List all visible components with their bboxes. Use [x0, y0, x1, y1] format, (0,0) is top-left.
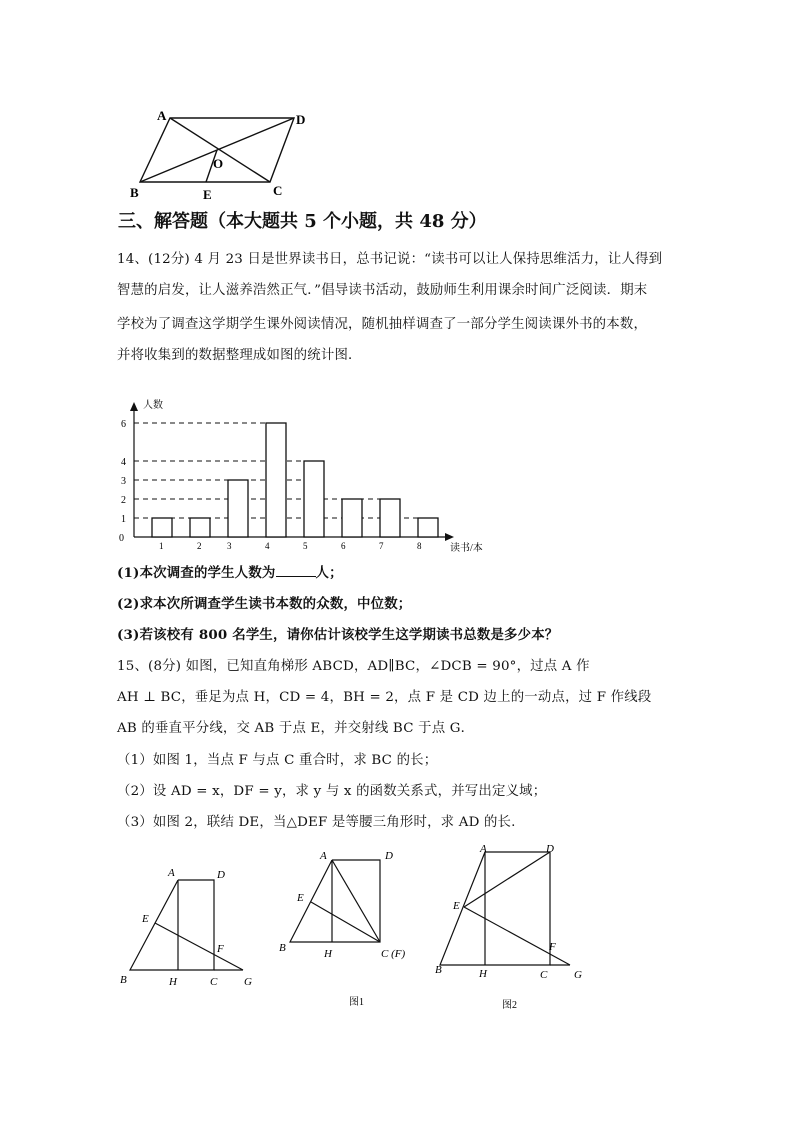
label-e: E: [203, 187, 212, 202]
q15-line-1: 15、(8分) 如图，已知直角梯形 ABCD，AD∥BC，∠DCB = 90°，过点 A 作: [117, 659, 590, 674]
trapezoid-figure-2: [430, 840, 590, 1020]
q14-sub1-text: (1)本次调查的学生人数为: [117, 565, 276, 581]
fig2-label-f: F: [549, 941, 556, 953]
x-tick-label: 8: [417, 541, 422, 551]
y-tick-label: 3: [121, 476, 126, 487]
fig0-label-d: D: [217, 869, 225, 881]
q15-line-2: AH ⊥ BC，垂足为点 H，CD = 4，BH = 2，点 F 是 CD 边上的一动点，过 F 作线段: [117, 690, 652, 705]
q14-sub2: (2)求本次所调查学生读书本数的众数，中位数；: [117, 596, 412, 612]
trapezoid-figure-1: [275, 845, 425, 1015]
fig2-segment-de: [464, 852, 550, 907]
fig0-label-h: H: [169, 976, 177, 988]
parallelogram-figure: [120, 106, 320, 202]
fig1-label-b: B: [279, 942, 286, 954]
fig1-label-h: H: [324, 948, 332, 960]
fig1-label-c: C (F): [381, 948, 406, 960]
diagonal-ac: [170, 118, 270, 182]
bar: [418, 518, 438, 537]
q14-line-3: 学校为了调查这学期学生课外阅读情况，随机抽样调查了一部分学生阅读课外书的本数，: [117, 317, 648, 332]
fig2-label-h: H: [479, 968, 487, 980]
fig0-label-g: G: [244, 976, 252, 988]
q15-line-4: （1）如图 1，当点 F 与点 C 重合时，求 BC 的长；: [117, 753, 438, 768]
bar: [304, 461, 324, 537]
x-tick-label: 7: [379, 541, 384, 551]
x-tick-label: 1: [159, 541, 164, 551]
y-tick-label: 6: [121, 419, 126, 430]
q14-line-4: 并将收集到的数据整理成如图的统计图．: [117, 348, 362, 363]
bar-chart: [112, 372, 502, 552]
answer-blank: [276, 564, 316, 577]
q14-sub1: [117, 562, 343, 581]
q15-line-6: （3）如图 2，联结 DE，当△DEF 是等腰三角形时，求 AD 的长.: [117, 815, 516, 830]
fig0-label-f: F: [217, 943, 224, 955]
q14-line-1: 14、(12分) 4 月 23 日是世界读书日，总书记说：“读书可以让人保持思维活力，让人得到: [117, 252, 663, 267]
x-tick-label: 4: [265, 541, 270, 551]
bar: [190, 518, 210, 537]
label-d: D: [296, 112, 306, 127]
q14-sub3: (3)若该校有 800 名学生，请你估计该校学生这学期读书总数是多少本？: [117, 627, 559, 643]
x-tick-label: 5: [303, 541, 308, 551]
x-tick-label: 6: [341, 541, 346, 551]
fig2-label-b: B: [435, 964, 442, 976]
x-axis-arrow: [445, 533, 454, 541]
q14-line-2: 智慧的启发，让人滋养浩然正气．”倡导读书活动，鼓励师生利用课余时间广泛阅读．期末: [117, 283, 648, 298]
bar: [266, 423, 286, 537]
y-tick-label: 4: [121, 457, 126, 468]
q14-sub1-unit: 人；: [315, 565, 343, 581]
label-c: C: [273, 183, 283, 198]
fig1-label-d: D: [385, 850, 393, 862]
fig0-label-a: A: [168, 867, 175, 879]
fig1-label-a: A: [320, 850, 327, 862]
y-axis-arrow: [130, 402, 138, 411]
fig2-label-a: A: [480, 843, 487, 855]
fig0-label-e: E: [142, 913, 149, 925]
bar: [152, 518, 172, 537]
bar: [342, 499, 362, 537]
origin-label: 0: [119, 533, 124, 544]
fig1-line-ec: [311, 902, 380, 942]
fig2-label-g: G: [574, 969, 582, 981]
fig1-caption: 图1: [349, 997, 364, 1008]
fig0-label-b: B: [120, 974, 127, 986]
y-axis-label: 人数: [143, 400, 163, 411]
label-b: B: [130, 185, 139, 200]
fig2-caption: 图2: [502, 1000, 517, 1011]
x-tick-label: 2: [197, 541, 202, 551]
fig2-label-d: D: [546, 843, 554, 855]
fig2-label-e: E: [453, 900, 460, 912]
fig0-label-c: C: [210, 976, 218, 988]
fig1-diagonal-ac: [332, 860, 380, 942]
fig2-line-eg: [464, 907, 570, 965]
bar: [228, 480, 248, 537]
fig1-label-e: E: [297, 892, 304, 904]
fig0-line-eg: [155, 923, 243, 970]
y-tick-label: 1: [121, 514, 126, 525]
x-tick-label: 3: [227, 541, 232, 551]
label-o: O: [213, 156, 224, 171]
fig0-trapezoid: [130, 880, 214, 970]
fig2-label-c: C: [540, 969, 548, 981]
q15-line-5: （2）设 AD = x，DF = y，求 y 与 x 的函数关系式，并写出定义域；: [117, 784, 547, 799]
y-tick-label: 2: [121, 495, 126, 506]
q15-line-3: AB 的垂直平分线，交 AB 于点 E，并交射线 BC 于点 G．: [117, 721, 475, 736]
bar: [380, 499, 400, 537]
label-a: A: [157, 108, 167, 123]
section-heading: 三、解答题（本大题共 5 个小题，共 48 分）: [118, 211, 487, 232]
trapezoid-figure-0: [115, 860, 265, 990]
x-axis-label: 读书/本: [450, 543, 483, 552]
